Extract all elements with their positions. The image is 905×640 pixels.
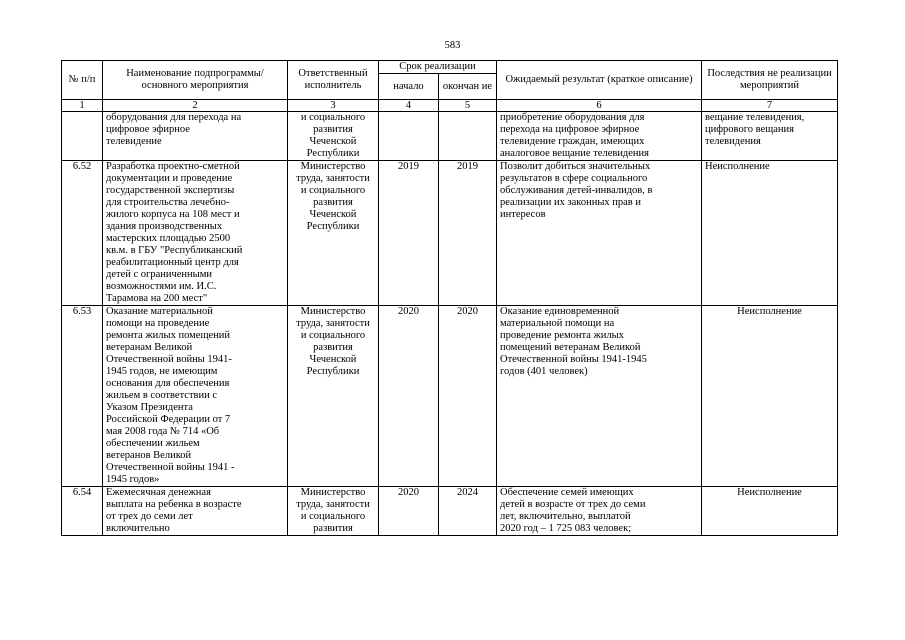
header-result: Ожидаемый результат (краткое описание) — [497, 61, 702, 100]
program-table — [61, 60, 838, 536]
column-number: 6 — [497, 100, 702, 112]
row-consequences: Неисполнение — [702, 306, 838, 487]
table-row — [62, 161, 838, 306]
column-number: 4 — [379, 100, 439, 112]
header-end: окончан ие — [439, 74, 497, 100]
column-number: 1 — [62, 100, 103, 112]
row-num: 6.54 — [62, 487, 103, 536]
row-name: Ежемесячная денежная выплата на ребенка в возрасте от трех до семи лет включительно — [103, 487, 288, 536]
row-end: 2024 — [439, 487, 497, 536]
row-responsible: и социального развития Чеченской Республики — [288, 112, 379, 161]
row-result: Оказание единовременной материальной помощи на проведение ремонта жилых помещений ветеранам Великой Отечественной войны 1941-1945 годов (401 человек) — [497, 306, 702, 487]
row-end: 2020 — [439, 306, 497, 487]
row-consequences: Неисполнение — [702, 161, 838, 306]
column-number: 7 — [702, 100, 838, 112]
row-responsible: Министерство труда, занятости и социального развития — [288, 487, 379, 536]
row-responsible: Министерство труда, занятости и социального развития Чеченской Республики — [288, 161, 379, 306]
row-consequences: Неисполнение — [702, 487, 838, 536]
row-responsible: Министерство труда, занятости и социального развития Чеченской Республики — [288, 306, 379, 487]
row-end — [439, 112, 497, 161]
page-number: 583 — [444, 40, 461, 51]
header-start: начало — [379, 74, 439, 100]
header-consequences: Последствия не реализации мероприятий — [702, 61, 838, 100]
row-name: Разработка проектно-сметной документации и проведение государственной экспертизы для строительства лечебно- жилого корпуса на 108 мест и здания производственных мастерских площадью 2500 кв.м. в ГБУ "Республиканский реабилитационный центр для детей с ограниченными возможностями им. И.С. Тарамова на 200 мест" — [103, 161, 288, 306]
row-num — [62, 112, 103, 161]
row-result: приобретение оборудования для перехода на цифровое эфирное телевидение граждан, имеющих аналоговое вещание телевидения — [497, 112, 702, 161]
column-number: 2 — [103, 100, 288, 112]
row-start: 2020 — [379, 306, 439, 487]
column-number: 5 — [439, 100, 497, 112]
row-name: оборудования для перехода на цифровое эфирное телевидение — [103, 112, 288, 161]
row-end: 2019 — [439, 161, 497, 306]
header-responsible: Ответственный исполнитель — [288, 61, 379, 100]
row-num: 6.53 — [62, 306, 103, 487]
table-row — [62, 112, 838, 161]
table-row — [62, 487, 838, 536]
row-result: Позволит добиться значительных результатов в сфере социального обслуживания детей-инвалидов, в реализации их законных прав и интересов — [497, 161, 702, 306]
row-start: 2019 — [379, 161, 439, 306]
row-start: 2020 — [379, 487, 439, 536]
header-period: Срок реализации — [379, 61, 497, 74]
header-name: Наименование подпрограммы/ основного мероприятия — [103, 61, 288, 100]
column-number: 3 — [288, 100, 379, 112]
column-number-row — [62, 100, 838, 112]
header-num: № п/п — [62, 61, 103, 100]
row-result: Обеспечение семей имеющих детей в возрасте от трех до семи лет, включительно, выплатой 2020 год – 1 725 083 человек; — [497, 487, 702, 536]
row-consequences: вещание телевидения, цифрового вещания телевидения — [702, 112, 838, 161]
table-row — [62, 306, 838, 487]
row-start — [379, 112, 439, 161]
row-name: Оказание материальной помощи на проведение ремонта жилых помещений ветеранам Великой Отечественной войны 1941- 1945 годов, не имеющим основания для обеспечения жильем в соответствии с Указом Президента Российской Федерации от 7 мая 2008 года № 714 «Об обеспечении жильем ветеранов Великой Отечественной войны 1941 - 1945 годов» — [103, 306, 288, 487]
row-num: 6.52 — [62, 161, 103, 306]
